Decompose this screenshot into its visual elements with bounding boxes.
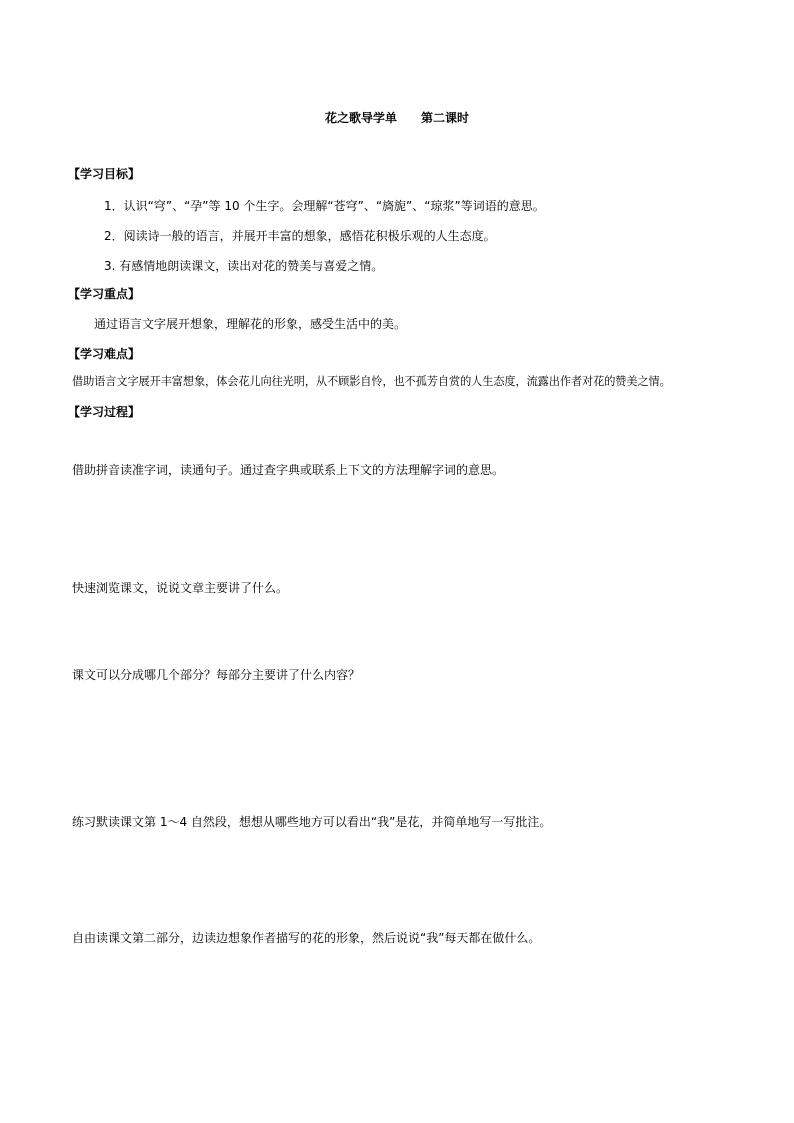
goal-item-2: 2．阅读诗一般的语言，并展开丰富的想象，感悟花积极乐观的人生态度。 xyxy=(104,229,496,243)
task-5: 自由读课文第二部分，边读边想象作者描写的花的形象，然后说说“我”每天都在做什么。 xyxy=(72,931,541,945)
difficulty-text: 借助语言文字展开丰富想象，体会花儿向往光明，从不顾影自怜，也不孤芳自赏的人生态度，流露出作者对花的赞美之情。 xyxy=(72,375,671,388)
focus-text: 通过语言文字展开想象，理解花的形象，感受生活中的美。 xyxy=(94,317,407,331)
title-main: 花之歌导学单 xyxy=(324,111,397,125)
difficulty-heading: 【学习难点】 xyxy=(68,347,141,361)
task-2: 快速浏览课文，说说文章主要讲了什么。 xyxy=(72,581,289,595)
goal-item-3: 3. 有感情地朗读课文，读出对花的赞美与喜爱之情。 xyxy=(104,259,384,273)
process-heading: 【学习过程】 xyxy=(68,405,141,419)
page-title xyxy=(0,110,794,126)
goal-item-1: 1．认识“穹”、“孕”等 10 个生字。会理解“苍穹”、“旖旎”、“琼浆”等词语的意思。 xyxy=(104,199,545,213)
focus-heading: 【学习重点】 xyxy=(68,287,141,301)
goals-heading: 【学习目标】 xyxy=(68,167,141,181)
task-1: 借助拼音读准字词，读通句子。通过查字典或联系上下文的方法理解字词的意思。 xyxy=(72,463,505,477)
task-4: 练习默读课文第 1～4 自然段，想想从哪些地方可以看出“我”是花，并简单地写一写批注。 xyxy=(72,815,552,829)
title-sub: 第二课时 xyxy=(421,111,470,125)
task-3: 课文可以分成哪几个部分？每部分主要讲了什么内容？ xyxy=(72,668,361,682)
